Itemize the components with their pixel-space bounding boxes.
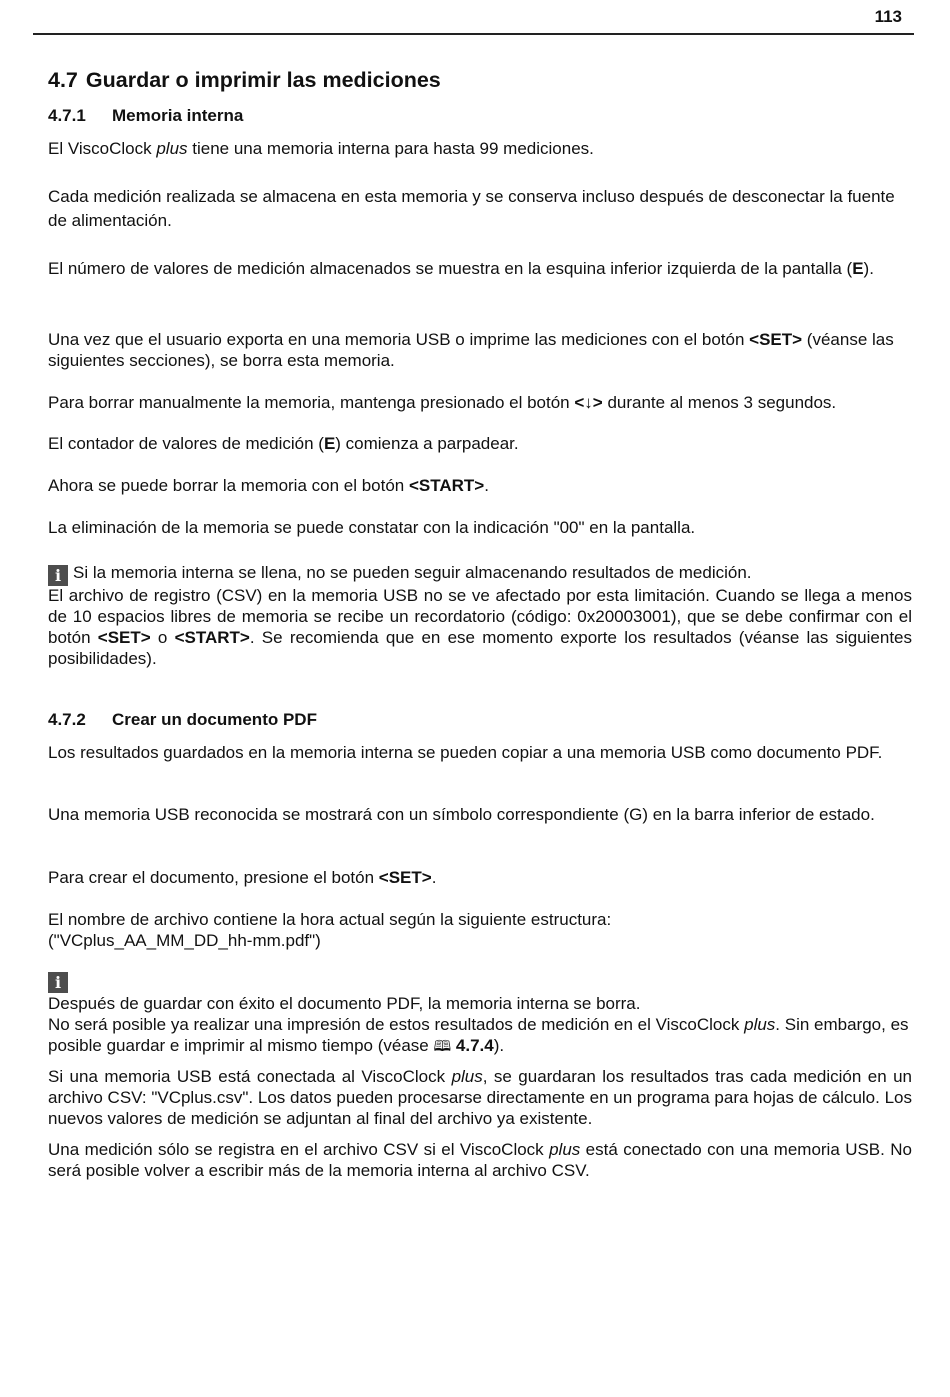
paragraph: Para borrar manualmente la memoria, mantenga presionado el botón <↓> durante al menos 3 segundos. — [48, 393, 837, 412]
page-number: 113 — [874, 7, 902, 26]
paragraph: Si una memoria USB está conectada al ViscoClock plus, se guardaran los resultados tras cada medición en un archivo CSV: "VCplus.csv". Los datos pueden procesarse directamente en un programa para hojas de cálculo. Los nuevos valores de medición se adjuntan al final del archivo ya existente. — [48, 1067, 912, 1128]
info-icon: i — [48, 972, 68, 993]
paragraph: El número de valores de medición almacenados se muestra en la esquina inferior izquierda de la pantalla (E). — [48, 259, 874, 278]
header-rule — [33, 33, 914, 35]
section-number: 4.7 — [48, 68, 78, 92]
subsection-number: 4.7.2 — [48, 710, 86, 729]
info-note-line: i Si la memoria interna se llena, no se pueden seguir almacenando resultados de medición. — [48, 561, 912, 586]
info-icon: i — [48, 565, 68, 586]
paragraph: Para crear el documento, presione el botón <SET>. — [48, 868, 437, 887]
paragraph: El contador de valores de medición (E) comienza a parpadear. — [48, 434, 519, 453]
section-title: Guardar o imprimir las mediciones — [85, 68, 441, 92]
paragraph: La eliminación de la memoria se puede constatar con la indicación "00" en la pantalla. — [48, 518, 696, 537]
paragraph: Una medición sólo se registra en el archivo CSV si el ViscoClock plus está conectado con una memoria USB. No será posible volver a escribir más de la memoria interna al archivo CSV. — [48, 1140, 913, 1180]
paragraph: El ViscoClock plus tiene una memoria interna para hasta 99 mediciones. — [48, 139, 594, 158]
subsection-number: 4.7.1 — [48, 106, 86, 125]
paragraph: Una memoria USB reconocida se mostrará con un símbolo correspondiente (G) en la barra inferior de estado. — [48, 805, 875, 824]
subsection-heading-memoria — [48, 106, 243, 126]
info-note: El archivo de registro (CSV) en la memoria USB no se ve afectado por esta limitación. Cuando se llega a menos de 10 espacios libres de memoria se recibe un recordatorio (código: 0x20003001), que se debe confirmar con el botón <SET> o <START>. Se recomienda que en ese momento exporte los resultados (véanse las siguientes posibilidades). — [48, 586, 913, 668]
info-note: Después de guardar con éxito el documento PDF, la memoria interna se borra. No será posible ya realizar una impresión de estos resultados de medición en el ViscoClock plus. Sin embargo, es posible guardar e imprimir al mismo tiempo (véase 🕮 4.7.4). — [48, 994, 909, 1055]
book-icon: 🕮 — [433, 1037, 452, 1055]
paragraph: El nombre de archivo contiene la hora actual según la siguiente estructura: ("VCplus_AA_MM_DD_hh-mm.pdf") — [48, 910, 612, 950]
subsection-title: Crear un documento PDF — [112, 710, 317, 729]
paragraph: Los resultados guardados en la memoria interna se pueden copiar a una memoria USB como documento PDF. — [48, 743, 883, 762]
paragraph: Cada medición realizada se almacena en esta memoria y se conserva incluso después de desconectar la fuente de alimentación. — [48, 187, 895, 230]
cross-reference[interactable]: 4.7.4 — [455, 1036, 494, 1055]
paragraph: Una vez que el usuario exporta en una memoria USB o imprime las mediciones con el botón <SET> (véanse las siguientes secciones), se borra esta memoria. — [48, 330, 894, 370]
subsection-title: Memoria interna — [112, 106, 244, 125]
subsection-heading-pdf — [48, 710, 317, 730]
paragraph: Ahora se puede borrar la memoria con el botón <START>. — [48, 476, 489, 495]
section-heading — [48, 68, 441, 93]
